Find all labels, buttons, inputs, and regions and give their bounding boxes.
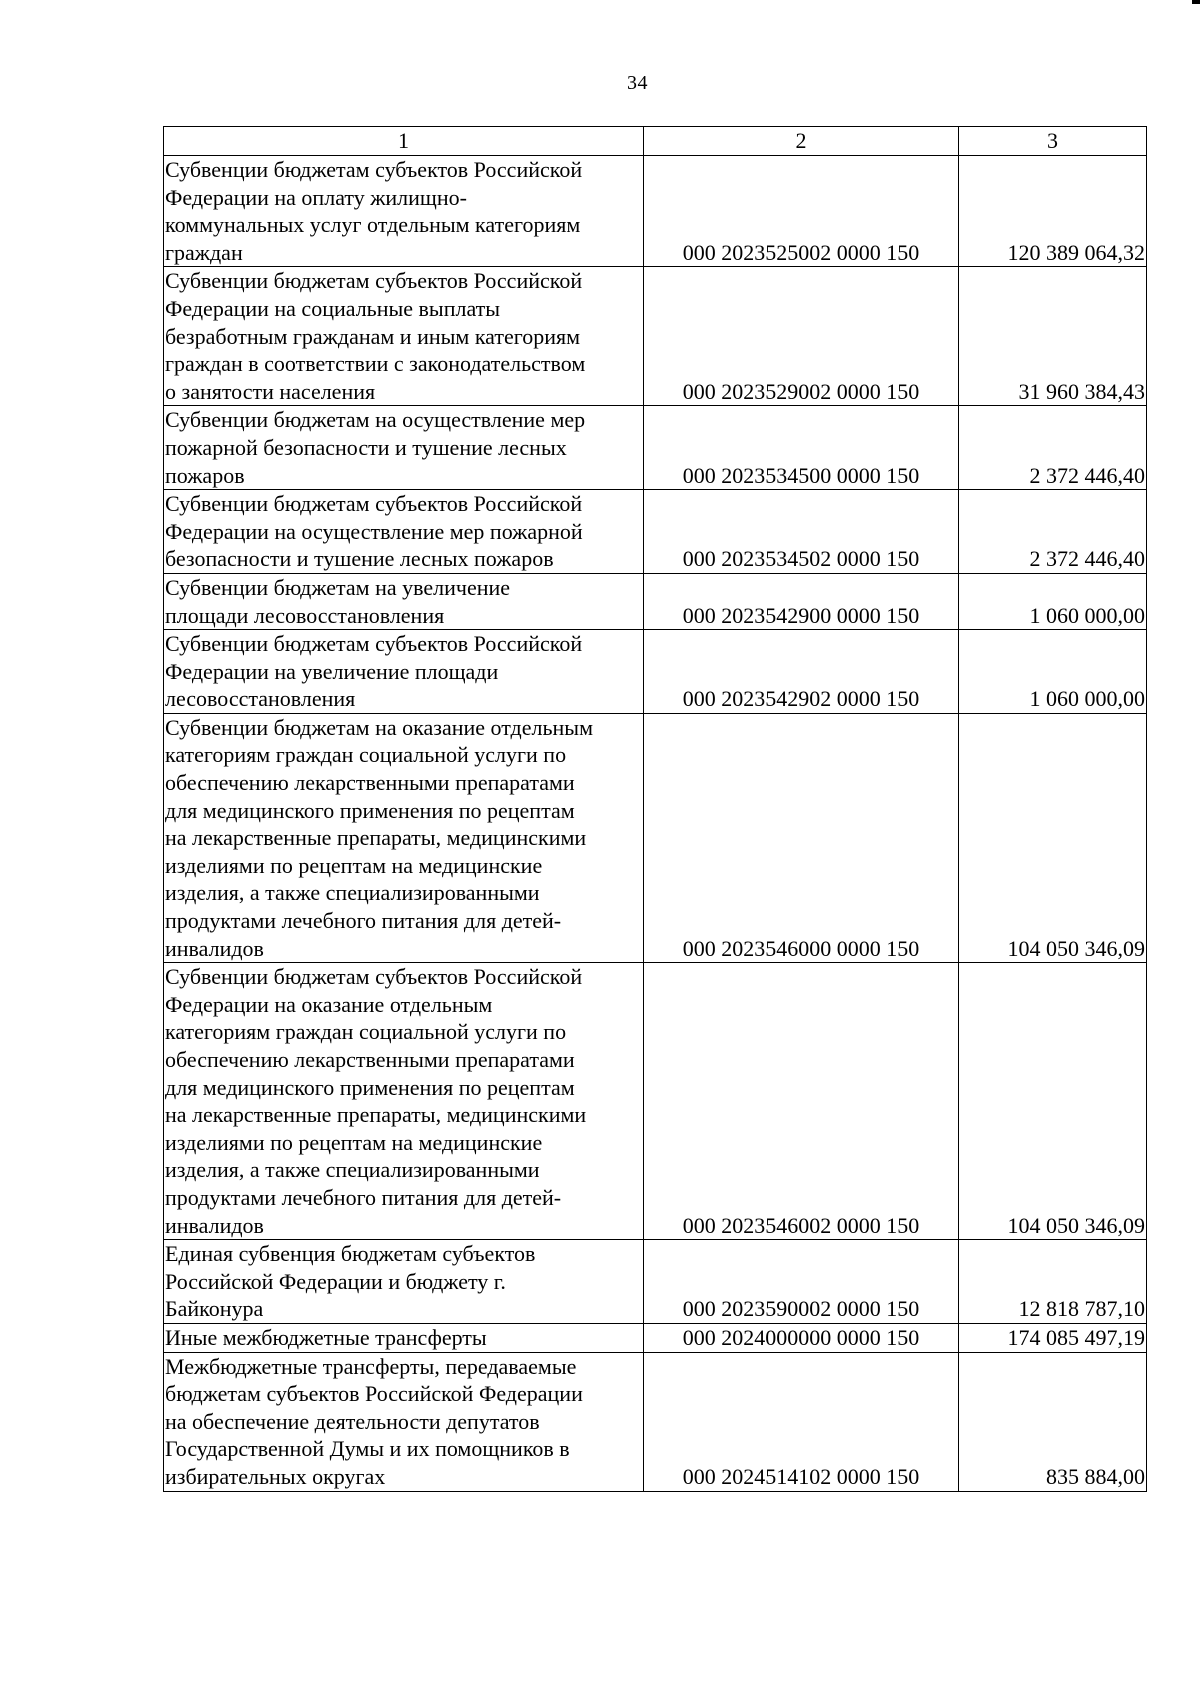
table-row (164, 1240, 1147, 1324)
table-row (164, 963, 1147, 1240)
row-name: Субвенции бюджетам субъектов Российской Федерации на оказание отдельным категориям граждан социальной услуги по обеспечению лекарственными препаратами для медицинского применения по рецептам на лекарственные препараты, медицинскими изделиями по рецептам на медицинские изделия, а также специализированными продуктами лечебного питания для детей- инвалидов (164, 963, 644, 1240)
row-name: Межбюджетные трансферты, передаваемые бюджетам субъектов Российской Федерации на обеспечение деятельности депутатов Государственной Думы и их помощников в избирательных округах (164, 1352, 644, 1491)
row-amount: 2 372 446,40 (959, 490, 1147, 574)
row-name: Субвенции бюджетам субъектов Российской Федерации на социальные выплаты безработным гражданам и иным категориям граждан в соответствии с законодательством о занятости населения (164, 267, 644, 406)
row-amount: 120 389 064,32 (959, 156, 1147, 267)
row-amount: 104 050 346,09 (959, 963, 1147, 1240)
row-name: Субвенции бюджетам на увеличение площади лесовосстановления (164, 573, 644, 629)
row-amount: 174 085 497,19 (959, 1323, 1147, 1352)
row-amount: 31 960 384,43 (959, 267, 1147, 406)
row-name: Субвенции бюджетам на оказание отдельным категориям граждан социальной услуги по обеспечению лекарственными препаратами для медицинского применения по рецептам на лекарственные препараты, медицинскими изделиями по рецептам на медицинские изделия, а также специализированными продуктами лечебного питания для детей- инвалидов (164, 713, 644, 962)
row-name: Субвенции бюджетам на осуществление мер пожарной безопасности и тушение лесных пожаров (164, 406, 644, 490)
row-amount: 12 818 787,10 (959, 1240, 1147, 1324)
row-name: Субвенции бюджетам субъектов Российской Федерации на увеличение площади лесовосстановления (164, 630, 644, 714)
row-amount: 1 060 000,00 (959, 630, 1147, 714)
column-header-2: 2 (644, 127, 959, 156)
row-name: Единая субвенция бюджетам субъектов Российской Федерации и бюджету г. Байконура (164, 1240, 644, 1324)
row-amount: 835 884,00 (959, 1352, 1147, 1491)
row-code: 000 2023590002 0000 150 (644, 1240, 959, 1324)
table-row (164, 406, 1147, 490)
row-code: 000 2024000000 0000 150 (644, 1323, 959, 1352)
table-row (164, 156, 1147, 267)
page-number: 34 (627, 72, 648, 94)
row-name: Субвенции бюджетам субъектов Российской Федерации на осуществление мер пожарной безопасности и тушение лесных пожаров (164, 490, 644, 574)
row-code: 000 2023534500 0000 150 (644, 406, 959, 490)
row-amount: 2 372 446,40 (959, 406, 1147, 490)
row-code: 000 2023529002 0000 150 (644, 267, 959, 406)
row-code: 000 2023525002 0000 150 (644, 156, 959, 267)
table-row (164, 1323, 1147, 1352)
column-header-3: 3 (959, 127, 1147, 156)
table-row (164, 1352, 1147, 1491)
table-row (164, 573, 1147, 629)
row-code: 000 2023534502 0000 150 (644, 490, 959, 574)
table-row (164, 630, 1147, 714)
row-code: 000 2024514102 0000 150 (644, 1352, 959, 1491)
table-row (164, 267, 1147, 406)
scan-edge-mark (1192, 0, 1200, 4)
row-name: Иные межбюджетные трансферты (164, 1323, 644, 1352)
row-code: 000 2023546002 0000 150 (644, 963, 959, 1240)
row-amount: 1 060 000,00 (959, 573, 1147, 629)
row-code: 000 2023542900 0000 150 (644, 573, 959, 629)
row-code: 000 2023542902 0000 150 (644, 630, 959, 714)
column-header-1: 1 (164, 127, 644, 156)
budget-revenue-table (163, 126, 1147, 1492)
row-code: 000 2023546000 0000 150 (644, 713, 959, 962)
row-name: Субвенции бюджетам субъектов Российской Федерации на оплату жилищно- коммунальных услуг отдельным категориям граждан (164, 156, 644, 267)
table-row (164, 490, 1147, 574)
table-row (164, 713, 1147, 962)
table-header-row (164, 127, 1147, 156)
row-amount: 104 050 346,09 (959, 713, 1147, 962)
